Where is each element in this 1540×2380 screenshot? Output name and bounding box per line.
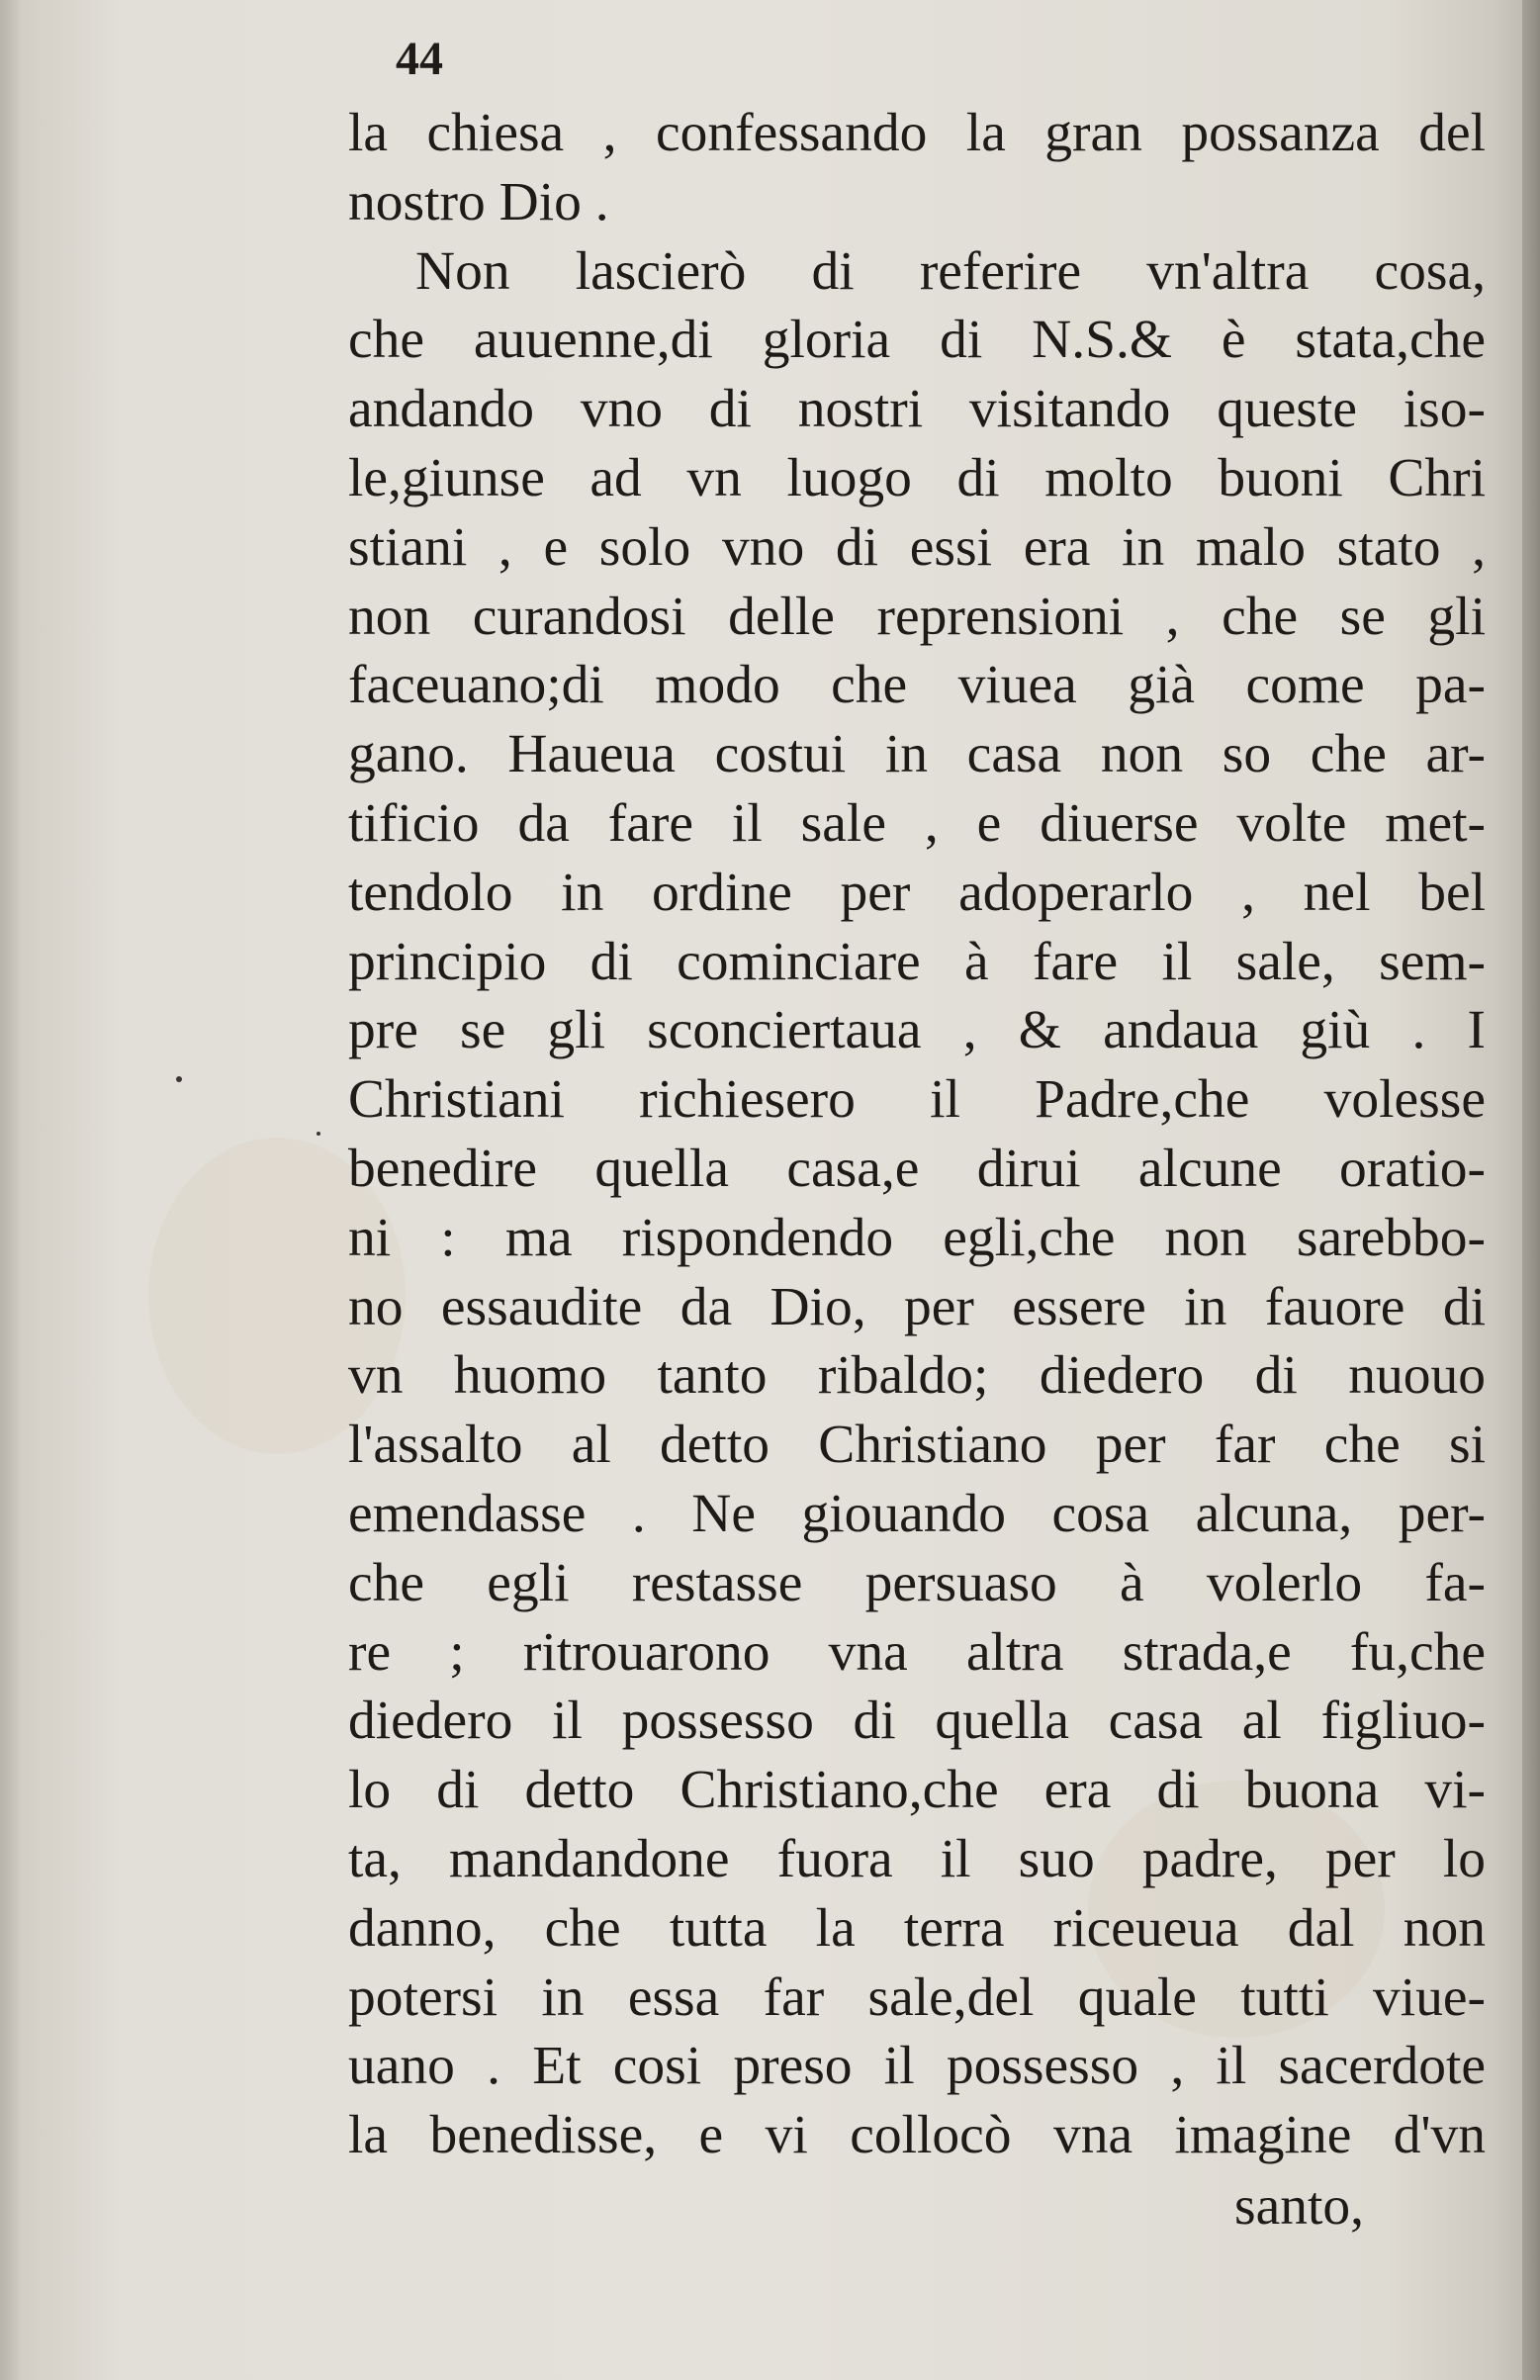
text-line: nostro Dio . (348, 171, 609, 232)
text-line: Non lascierò di referire vn'altra cosa, (415, 240, 1486, 302)
text-line: la chiesa , confessando la gran possanza del (348, 103, 1486, 163)
text-line: andando vno di nostri visitando queste iso- (348, 379, 1486, 440)
text-line: uano . Et cosi preso il possesso , il sacerdote (348, 2036, 1486, 2097)
text-line: l'assalto al detto Christiano per far che si (348, 1415, 1486, 1476)
text-line: Christiani richiesero il Padre,che volesse (348, 1069, 1486, 1131)
text-line: vn huomo tanto ribaldo; diedero di nuouo (348, 1345, 1486, 1407)
page-number: 44 (396, 33, 443, 85)
text-line: che egli restasse persuaso à volerlo fa- (348, 1552, 1486, 1613)
text-line: potersi in essa far sale,del quale tutti viue- (348, 1967, 1486, 2028)
text-line: non curandosi delle reprensioni , che se gli (348, 586, 1486, 647)
text-line: la benedisse, e vi collocò vna imagine d'vn (348, 2105, 1486, 2166)
text-line: lo di detto Christiano,che era di buona vi- (348, 1760, 1486, 1821)
text-line: principio di cominciare à fare il sale, sem- (348, 931, 1486, 992)
text-line: ta, mandandone fuora il suo padre, per lo (348, 1828, 1486, 1889)
text-line: faceuano;di modo che viuea già come pa- (348, 655, 1486, 716)
text-line: benedire quella casa,e dirui alcune oratio- (348, 1138, 1486, 1199)
text-line: emendasse . Ne giouando cosa alcuna, per- (348, 1483, 1486, 1544)
ink-speck (176, 1076, 182, 1082)
text-line: tendolo in ordine per adoperarlo , nel bel (348, 862, 1486, 923)
text-line: danno, che tutta la terra riceueua dal non (348, 1897, 1486, 1959)
text-line: che auuenne,di gloria di N.S.& è stata,che (348, 310, 1486, 371)
page-gutter-shadow (0, 0, 22, 2380)
text-line: le,giunse ad vn luogo di molto buoni Chri (348, 447, 1486, 508)
ink-speck (317, 1132, 320, 1136)
text-line: ni : ma rispondendo egli,che non sarebbo- (348, 1207, 1486, 1268)
body-text (348, 99, 1486, 2170)
text-line: stiani , e solo vno di essi era in malo stato , (348, 516, 1486, 578)
text-line: no essaudite da Dio, per essere in fauore di (348, 1276, 1486, 1337)
text-line: re ; ritrouarono vna altra strada,e fu,che (348, 1621, 1486, 1683)
text-line: gano. Haueua costui in casa non so che ar- (348, 724, 1486, 785)
text-line: diedero il possesso di quella casa al figliuo- (348, 1691, 1486, 1752)
catchword: santo, (1234, 2176, 1365, 2237)
text-line: pre se gli sconciertaua , & andaua giù . I (348, 1000, 1486, 1061)
page-edge (1522, 0, 1540, 2380)
text-line: tificio da fare il sale , e diuerse volte met- (348, 792, 1486, 854)
